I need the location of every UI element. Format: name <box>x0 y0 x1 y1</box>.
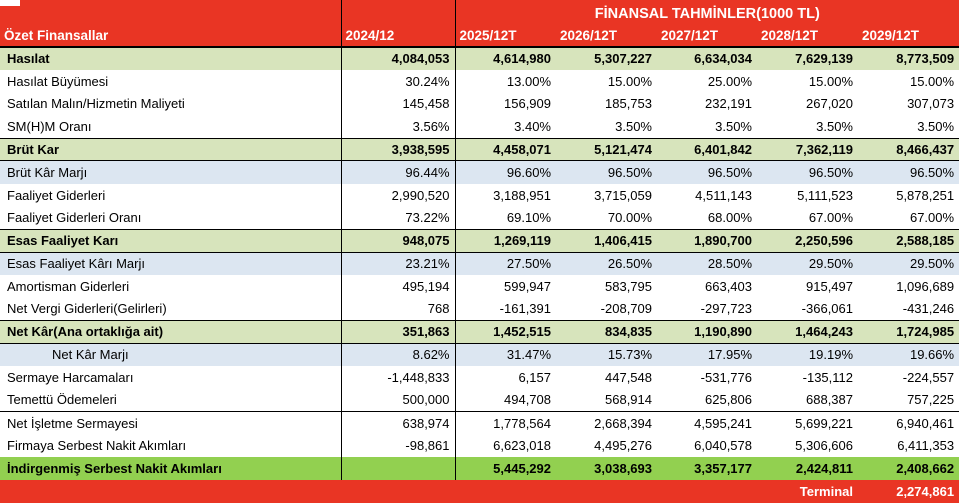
value-cell: 31.47% <box>455 343 556 366</box>
value-cell: 495,194 <box>341 275 455 298</box>
value-cell: -431,246 <box>902 301 955 317</box>
value-cell: 3,188,951 <box>493 187 551 203</box>
value-cell: 351,863 <box>341 320 455 343</box>
value-cell: 915,497 <box>806 278 853 294</box>
value-cell: 1,778,564 <box>455 412 556 435</box>
value-cell: 5,878,251 <box>896 187 955 203</box>
value-cell: 70.00% <box>607 210 652 226</box>
value-cell: 8.62% <box>341 343 455 366</box>
column-header-2029: 2029/12T <box>858 25 959 47</box>
value-cell: 2,588,185 <box>858 229 959 252</box>
terminal-empty-cell <box>556 480 657 503</box>
value-cell: 30.24% <box>341 70 455 93</box>
value-cell: 1,890,700 <box>657 229 757 252</box>
table-row <box>0 275 959 298</box>
value-cell: 2,408,662 <box>858 457 959 480</box>
row-label: Sermaye Harcamaları <box>0 366 341 389</box>
value-cell: 96.60% <box>455 161 556 184</box>
value-cell: 96.50% <box>657 161 757 184</box>
value-cell: 4,458,071 <box>455 138 556 161</box>
value-cell: 3.56% <box>341 115 455 138</box>
column-header-2028: 2028/12T <box>757 25 858 47</box>
value-cell: 96.50% <box>858 161 959 184</box>
terminal-value: 2,274,861 <box>858 480 959 503</box>
column-header-row <box>0 25 959 47</box>
row-label: Firmaya Serbest Nakit Akımları <box>0 434 341 457</box>
value-cell: 2,250,596 <box>757 229 858 252</box>
value-cell: 2,990,520 <box>341 184 455 207</box>
value-cell: 2,424,811 <box>757 457 858 480</box>
value-cell: 6,634,034 <box>657 47 757 70</box>
value-cell: 69.10% <box>506 210 551 226</box>
value-cell: 1,724,985 <box>858 320 959 343</box>
value-cell: 13.00% <box>506 73 551 89</box>
row-label: Hasılat Büyümesi <box>0 70 341 93</box>
title-spacer-label-col <box>0 0 341 25</box>
row-header-label: Özet Finansallar <box>0 25 341 47</box>
value-cell: 156,909 <box>504 96 551 112</box>
value-cell: 2,668,394 <box>556 412 657 435</box>
value-cell: 3,038,693 <box>556 457 657 480</box>
table-row <box>0 320 959 343</box>
row-label: Net Kâr Marjı <box>0 343 341 366</box>
table-row <box>0 366 959 389</box>
value-cell: 638,974 <box>341 412 455 435</box>
value-cell: 96.44% <box>341 161 455 184</box>
table-row <box>0 206 959 229</box>
value-cell: 67.00% <box>909 210 955 226</box>
table-title: FİNANSAL TAHMİNLER(1000 TL) <box>455 0 959 25</box>
value-cell: 5,306,606 <box>795 438 853 454</box>
value-cell: 5,121,474 <box>556 138 657 161</box>
table-row <box>0 47 959 70</box>
value-cell: 6,411,353 <box>897 438 955 454</box>
value-cell: 28.50% <box>657 252 757 275</box>
table-row <box>0 298 959 321</box>
value-cell: 1,452,515 <box>455 320 556 343</box>
value-cell: -98,861 <box>341 434 455 457</box>
value-cell: 96.50% <box>556 161 657 184</box>
table-row <box>0 184 959 207</box>
value-cell: 948,075 <box>341 229 455 252</box>
table-row <box>0 93 959 116</box>
table-footer <box>0 480 959 503</box>
value-cell: 73.22% <box>341 206 455 229</box>
title-spacer-2024-col <box>341 0 455 25</box>
value-cell: 19.66% <box>858 343 959 366</box>
value-cell: 757,225 <box>907 392 955 408</box>
table-row <box>0 229 959 252</box>
row-label: Temettü Ödemeleri <box>0 389 341 412</box>
value-cell: 3.40% <box>514 118 551 134</box>
value-cell: 4,614,980 <box>455 47 556 70</box>
table-row <box>0 434 959 457</box>
value-cell: 8,773,509 <box>858 47 959 70</box>
value-cell: 4,511,143 <box>695 187 752 203</box>
table-row <box>0 343 959 366</box>
table-row <box>0 138 959 161</box>
table-row <box>0 161 959 184</box>
value-cell: -366,061 <box>801 301 853 317</box>
row-label: Net Kâr(Ana ortaklığa ait) <box>0 320 341 343</box>
value-cell: 834,835 <box>556 320 657 343</box>
value-cell: 6,623,018 <box>493 438 551 454</box>
table-row <box>0 252 959 275</box>
value-cell: -161,391 <box>499 301 551 317</box>
value-cell: 663,403 <box>705 278 752 294</box>
value-cell: 3.50% <box>917 118 955 134</box>
terminal-label: Terminal <box>757 480 858 503</box>
column-header-2024: 2024/12 <box>341 25 455 47</box>
value-cell: 1,464,243 <box>757 320 858 343</box>
table-row <box>0 389 959 412</box>
value-cell: 3,715,059 <box>594 187 652 203</box>
terminal-empty-label <box>0 480 341 503</box>
value-cell: 232,191 <box>705 96 752 112</box>
value-cell: 307,073 <box>907 96 955 112</box>
value-cell: -224,557 <box>902 369 955 385</box>
value-cell: 5,307,227 <box>556 47 657 70</box>
row-label: SM(H)M Oranı <box>0 115 341 138</box>
value-cell: 15.00% <box>607 73 652 89</box>
value-cell: -208,709 <box>600 301 652 317</box>
value-cell: 15.00% <box>909 73 955 89</box>
value-cell: 1,269,119 <box>455 229 556 252</box>
row-label: Esas Faaliyet Karı <box>0 229 341 252</box>
value-cell: 29.50% <box>757 252 858 275</box>
value-cell: 8,466,437 <box>858 138 959 161</box>
row-label: Brüt Kâr Marjı <box>0 161 341 184</box>
column-header-2027: 2027/12T <box>657 25 757 47</box>
value-cell: 583,795 <box>605 278 652 294</box>
value-cell: 15.73% <box>556 343 657 366</box>
table-body <box>0 47 959 480</box>
title-row <box>0 0 959 25</box>
table-row <box>0 457 959 480</box>
value-cell: -531,776 <box>700 369 752 385</box>
table-header <box>0 0 959 47</box>
row-label: Net İşletme Sermayesi <box>0 412 341 435</box>
value-cell: 145,458 <box>341 93 455 116</box>
value-cell: 4,495,276 <box>594 438 652 454</box>
value-cell: 625,806 <box>705 392 752 408</box>
value-cell: 26.50% <box>556 252 657 275</box>
terminal-empty-cell <box>657 480 757 503</box>
value-cell: 5,111,523 <box>797 187 853 203</box>
value-cell <box>341 457 455 480</box>
value-cell: -135,112 <box>802 369 853 385</box>
table-row <box>0 412 959 435</box>
value-cell: 19.19% <box>757 343 858 366</box>
row-label: Hasılat <box>0 47 341 70</box>
value-cell: 494,708 <box>504 392 551 408</box>
row-label: Brüt Kar <box>0 138 341 161</box>
table-row <box>0 70 959 93</box>
value-cell: 1,096,689 <box>896 278 955 294</box>
value-cell: 3,357,177 <box>657 457 757 480</box>
value-cell: 185,753 <box>605 96 652 112</box>
terminal-row <box>0 480 959 503</box>
value-cell: 599,947 <box>504 278 551 294</box>
value-cell: 688,387 <box>806 392 853 408</box>
corner-notch <box>0 0 20 6</box>
table-row <box>0 115 959 138</box>
value-cell: 29.50% <box>858 252 959 275</box>
value-cell: 68.00% <box>707 210 752 226</box>
value-cell: 6,940,461 <box>858 412 959 435</box>
value-cell: -297,723 <box>700 301 752 317</box>
terminal-empty-cell <box>341 480 455 503</box>
value-cell: 3.50% <box>715 118 752 134</box>
row-label: Faaliyet Giderleri Oranı <box>0 206 341 229</box>
value-cell: 267,020 <box>806 96 853 112</box>
value-cell: 568,914 <box>605 392 652 408</box>
value-cell: 447,548 <box>605 369 652 385</box>
value-cell: 7,629,139 <box>757 47 858 70</box>
value-cell: 15.00% <box>808 73 853 89</box>
row-label: Amortisman Giderleri <box>0 275 341 298</box>
value-cell: 23.21% <box>341 252 455 275</box>
terminal-empty-cell <box>455 480 556 503</box>
value-cell: -1,448,833 <box>341 366 455 389</box>
value-cell: 96.50% <box>757 161 858 184</box>
row-label: İndirgenmiş Serbest Nakit Akımları <box>0 457 341 480</box>
value-cell: 3.50% <box>615 118 652 134</box>
value-cell: 17.95% <box>657 343 757 366</box>
value-cell: 768 <box>341 298 455 321</box>
value-cell: 7,362,119 <box>757 138 858 161</box>
value-cell: 3.50% <box>816 118 853 134</box>
row-label: Satılan Malın/Hizmetin Maliyeti <box>0 93 341 116</box>
value-cell: 5,445,292 <box>455 457 556 480</box>
value-cell: 1,190,890 <box>657 320 757 343</box>
row-label: Esas Faaliyet Kârı Marjı <box>0 252 341 275</box>
value-cell: 6,157 <box>518 369 551 385</box>
value-cell: 6,040,578 <box>694 438 752 454</box>
value-cell: 500,000 <box>341 389 455 412</box>
row-label: Faaliyet Giderleri <box>0 184 341 207</box>
value-cell: 6,401,842 <box>657 138 757 161</box>
column-header-2025: 2025/12T <box>455 25 556 47</box>
value-cell: 1,406,415 <box>556 229 657 252</box>
column-header-2026: 2026/12T <box>556 25 657 47</box>
value-cell: 67.00% <box>808 210 853 226</box>
value-cell: 4,595,241 <box>657 412 757 435</box>
row-label: Net Vergi Giderleri(Gelirleri) <box>0 298 341 321</box>
value-cell: 25.00% <box>707 73 752 89</box>
value-cell: 4,084,053 <box>341 47 455 70</box>
value-cell: 3,938,595 <box>341 138 455 161</box>
value-cell: 5,699,221 <box>757 412 858 435</box>
value-cell: 27.50% <box>455 252 556 275</box>
